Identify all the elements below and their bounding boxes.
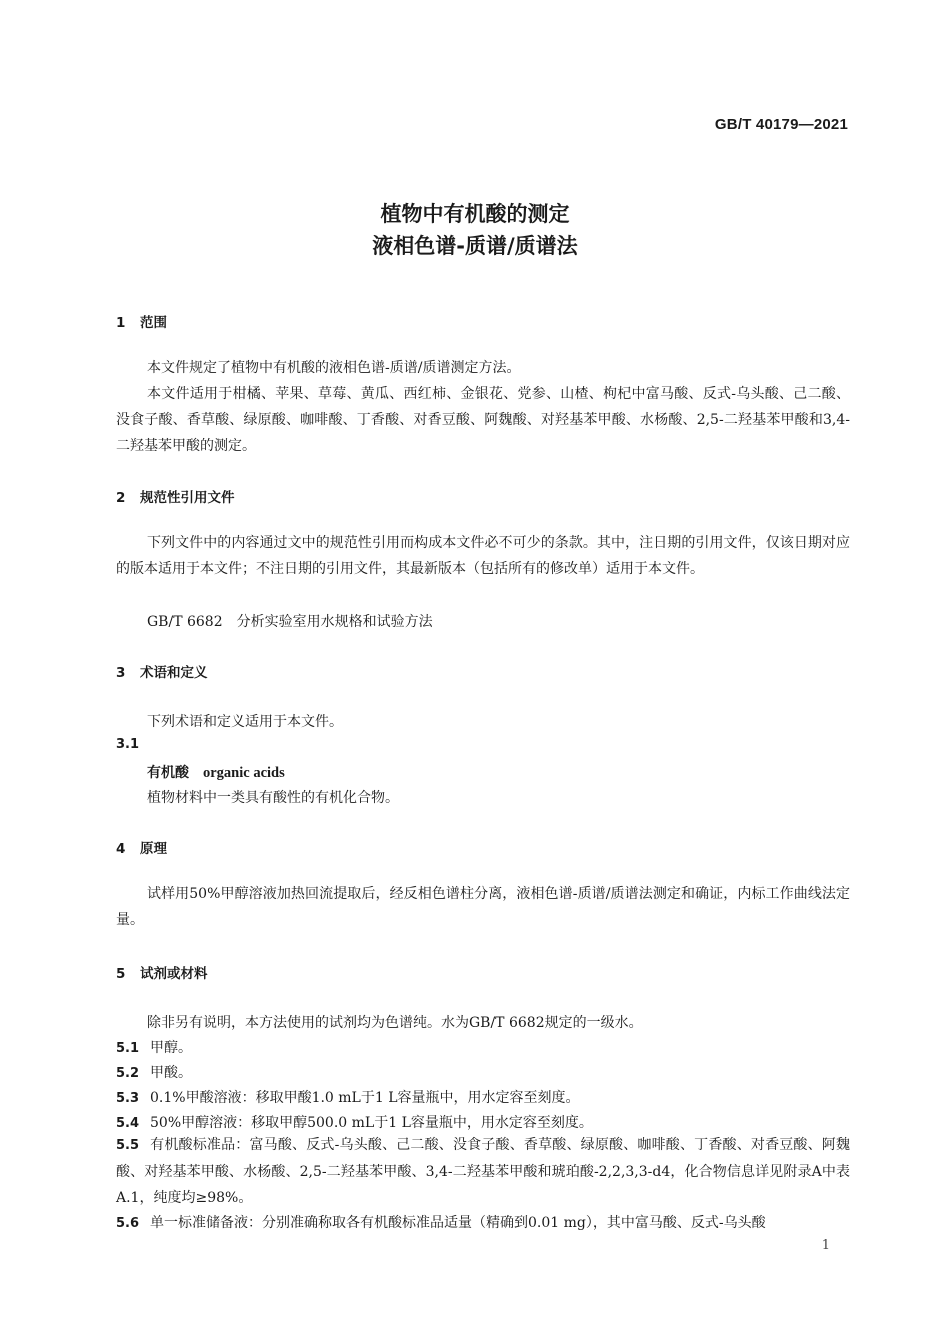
item-number: 5.4 <box>116 1116 140 1131</box>
section-title: 原理 <box>140 841 167 857</box>
list-item <box>116 1212 766 1232</box>
item-text: 甲醇。 <box>150 1040 192 1056</box>
term-entry <box>147 762 285 782</box>
item-text: 单一标准储备液：分别准确称取各有机酸标准品适量（精确到0.01 mg），其中富马酸、反式-乌头酸 <box>150 1215 766 1231</box>
item-text: 有机酸标准品：富马酸、反式-乌头酸、己二酸、没食子酸、香草酸、绿原酸、咖啡酸、丁香酸、对香豆酸、阿魏酸、对羟基苯甲酸、水杨酸、2,5-二羟基苯甲酸、3,4-二羟基苯甲酸和琥珀酸-2,2,3,3-d4，化合物信息详见附录A中表A.1，纯度均≥98%。 <box>116 1137 850 1206</box>
paragraph: 试样用50%甲醇溶液加热回流提取后，经反相色谱柱分离，液相色谱-质谱/质谱法测定和确证，内标工作曲线法定量。 <box>116 886 850 928</box>
section-heading-4 <box>116 837 167 857</box>
document-title-line1: 植物中有机酸的测定 <box>380 202 570 226</box>
item-number: 5.3 <box>116 1091 140 1106</box>
paragraph: 本文件适用于柑橘、苹果、草莓、黄瓜、西红柿、金银花、党参、山楂、枸杞中富马酸、反式-乌头酸、己二酸、没食子酸、香草酸、绿原酸、咖啡酸、丁香酸、对香豆酸、阿魏酸、对羟基苯甲酸、水杨酸、2,5-二羟基苯甲酸和3,4-二羟基苯甲酸的测定。 <box>116 386 850 454</box>
section-number: 4 <box>116 841 126 857</box>
term-chinese: 有机酸 <box>147 765 189 781</box>
item-text: 50%甲醇溶液：移取甲醇500.0 mL于1 L容量瓶中，用水定容至刻度。 <box>150 1115 593 1131</box>
section-number: 2 <box>116 490 126 506</box>
section-number: 1 <box>116 315 126 331</box>
document-title-line2: 液相色谱-质谱/质谱法 <box>372 234 578 258</box>
term-definition: 植物材料中一类具有酸性的有机化合物。 <box>147 790 399 806</box>
standard-code: GB/T 40179—2021 <box>714 116 848 133</box>
section-number: 5 <box>116 966 126 982</box>
list-item <box>116 1112 593 1132</box>
section-heading-3 <box>116 661 208 681</box>
item-number: 5.5 <box>116 1138 140 1153</box>
term-english: organic acids <box>203 765 285 781</box>
paragraph: 本文件规定了植物中有机酸的液相色谱-质谱/质谱测定方法。 <box>147 360 521 376</box>
section-heading-1 <box>116 311 167 331</box>
section-title: 规范性引用文件 <box>140 490 235 506</box>
item-text: 甲酸。 <box>150 1065 192 1081</box>
paragraph: 下列文件中的内容通过文中的规范性引用而构成本文件必不可少的条款。其中，注日期的引用文件，仅该日期对应的版本适用于本文件；不注日期的引用文件，其最新版本（包括所有的修改单）适用于本文件。 <box>116 535 850 577</box>
subsection-number: 3.1 <box>116 737 140 752</box>
section-number: 3 <box>116 665 126 681</box>
section-heading-5 <box>116 962 208 982</box>
list-item <box>116 1132 850 1211</box>
item-number: 5.1 <box>116 1041 140 1056</box>
item-number: 5.6 <box>116 1216 140 1231</box>
list-item <box>116 1037 192 1057</box>
list-item <box>116 1062 192 1082</box>
section-title: 试剂或材料 <box>140 966 208 982</box>
item-number: 5.2 <box>116 1066 140 1081</box>
paragraph: 下列术语和定义适用于本文件。 <box>147 714 343 730</box>
section-title: 范围 <box>140 315 167 331</box>
paragraph: 除非另有说明，本方法使用的试剂均为色谱纯。水为GB/T 6682规定的一级水。 <box>147 1015 643 1031</box>
section-heading-2 <box>116 486 235 506</box>
item-text: 0.1%甲酸溶液：移取甲酸1.0 mL于1 L容量瓶中，用水定容至刻度。 <box>150 1090 580 1106</box>
normative-reference: GB/T 6682 分析实验室用水规格和试验方法 <box>147 614 433 630</box>
page-number: 1 <box>821 1238 830 1253</box>
section-title: 术语和定义 <box>140 665 208 681</box>
list-item <box>116 1087 580 1107</box>
